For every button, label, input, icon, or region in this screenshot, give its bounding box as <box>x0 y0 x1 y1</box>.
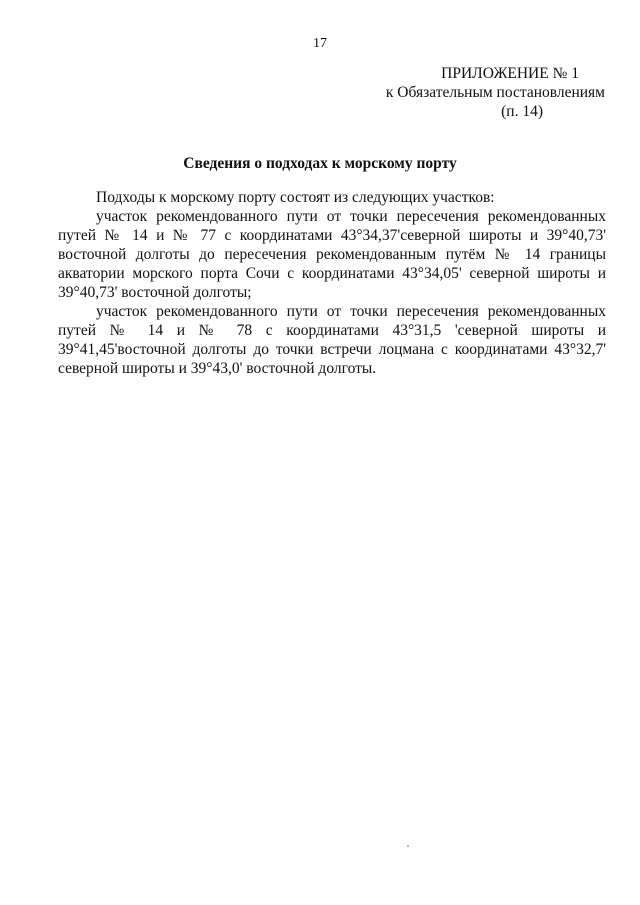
appendix-title: ПРИЛОЖЕНИЕ № 1 <box>441 65 579 82</box>
appendix-header <box>345 64 605 121</box>
paragraph-intro: Подходы к морскому порту состоят из следующих участков: <box>96 189 495 206</box>
appendix-subtitle: к Обязательным постановлениям <box>385 84 605 101</box>
document-heading: Сведения о подходах к морскому порту <box>183 155 457 172</box>
page-number: 17 <box>313 36 327 51</box>
paragraph-section-2: участок рекомендованного пути от точки пересечения рекомендованных путей № 14 и № 78 с координатами 43°31,5 'северной широты и 39°41,45'восточной долготы до точки встречи лоцмана с координатами 43°32,7' северной широты и 39°43,0' восточной долготы. <box>58 303 606 377</box>
appendix-reference: (п. 14) <box>501 103 543 120</box>
document-body <box>58 188 606 378</box>
paragraph-section-1: участок рекомендованного пути от точки пересечения рекомендованных путей № 14 и № 77 с координатами 43°34,37'северной широты и 39°40,73' восточной долготы до пересечения рекомендованным путём № 14 границы акватории морского порта Сочи с координатами 43°34,05' северной широты и 39°40,73' восточной долготы; <box>58 208 606 301</box>
scan-speck <box>407 845 409 847</box>
